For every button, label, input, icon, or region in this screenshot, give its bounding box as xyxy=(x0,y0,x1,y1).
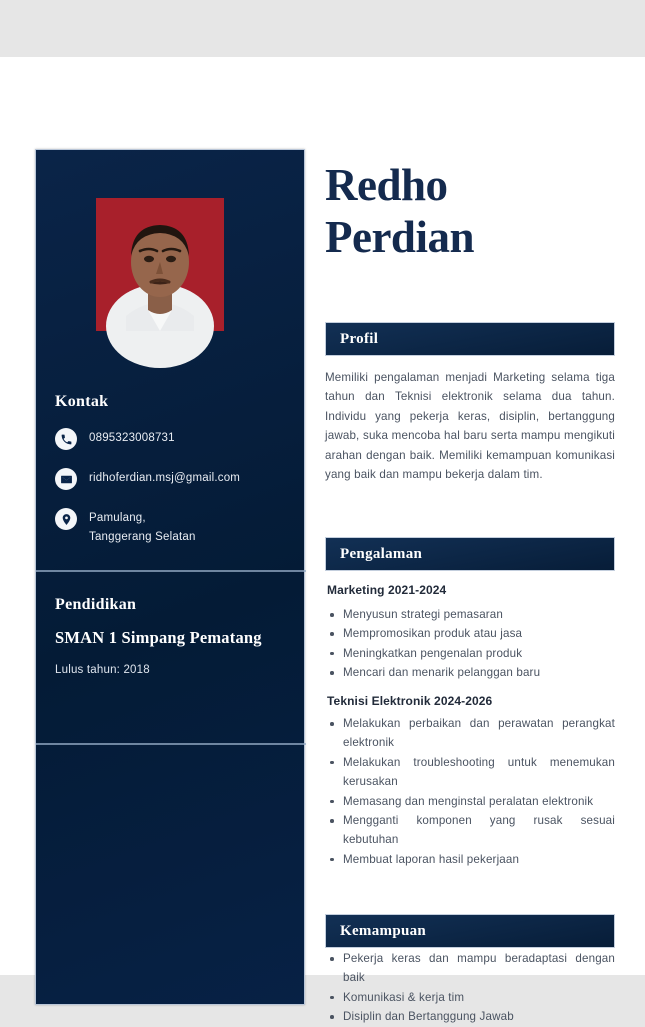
job-responsibilities-2 xyxy=(325,714,615,869)
list-item: Pekerja keras dan mampu beradaptasi dengan baik xyxy=(325,949,615,988)
list-item: Menyusun strategi pemasaran xyxy=(325,605,615,624)
contact-heading: Kontak xyxy=(55,393,109,410)
skills-list xyxy=(325,949,615,1027)
section-header-skills-label: Kemampuan xyxy=(340,922,427,939)
contact-location-value: Pamulang, Tanggerang Selatan xyxy=(89,512,196,543)
list-item: Melakukan troubleshooting untuk menemukan kerusakan xyxy=(325,753,615,792)
contact-item-location[interactable] xyxy=(55,507,295,547)
section-header-experience-label: Pengalaman xyxy=(340,545,423,562)
profile-photo xyxy=(96,198,224,331)
contact-email-value: ridhoferdian.msj@gmail.com xyxy=(89,472,241,484)
phone-icon xyxy=(55,428,77,450)
contact-list xyxy=(55,427,295,564)
list-item: Mengganti komponen yang rusak sesuai kebutuhan xyxy=(325,811,615,850)
viewer-top-margin xyxy=(0,0,645,57)
sidebar-divider-bottom xyxy=(36,743,306,745)
profile-photo-image xyxy=(96,198,224,331)
list-item: Melakukan perbaikan dan perawatan perangkat elektronik xyxy=(325,714,615,753)
profile-summary-text: Memiliki pengalaman menjadi Marketing selama tiga tahun dan Teknisi elektronik selama dua tahun. Individu yang pekerja keras, disiplin, bertanggung jawab, suka mencoba hal baru serta mampu mengikuti arahan dengan baik. Memiliki kemampuan komunikasi yang baik dan mampu bekerja dalam tim. xyxy=(325,371,615,482)
job-title-2: Teknisi Elektronik 2024-2026 xyxy=(327,694,493,708)
section-header-profile xyxy=(325,322,615,356)
contact-phone-value: 0895323008731 xyxy=(89,432,175,444)
list-item: Komunikasi & kerja tim xyxy=(325,988,615,1007)
education-graduation-year: Lulus tahun: 2018 xyxy=(55,664,150,676)
name-line-last: Perdian xyxy=(325,212,474,262)
list-item: Mempromosikan produk atau jasa xyxy=(325,624,615,643)
section-header-experience xyxy=(325,537,615,571)
sidebar-divider-top xyxy=(36,570,306,572)
name-line-first: Redho xyxy=(325,160,448,210)
section-header-profile-label: Profil xyxy=(340,330,379,347)
list-item: Meningkatkan pengenalan produk xyxy=(325,644,615,663)
contact-item-email[interactable] xyxy=(55,467,295,490)
list-item: Mencari dan menarik pelanggan baru xyxy=(325,663,615,682)
location-icon xyxy=(55,508,77,530)
resume-sidebar xyxy=(35,149,305,1005)
job-responsibilities-1 xyxy=(325,605,615,683)
education-heading: Pendidikan xyxy=(55,596,137,613)
job-title-1: Marketing 2021-2024 xyxy=(327,583,447,597)
list-item: Membuat laporan hasil pekerjaan xyxy=(325,850,615,869)
list-item: Memasang dan menginstal peralatan elektronik xyxy=(325,792,615,811)
email-icon xyxy=(55,468,77,490)
education-school-name: SMAN 1 Simpang Pematang xyxy=(55,628,262,647)
list-item: Disiplin dan Bertanggung Jawab xyxy=(325,1007,615,1026)
resume-page xyxy=(0,57,645,1024)
section-header-skills xyxy=(325,914,615,948)
contact-item-phone[interactable] xyxy=(55,427,295,450)
page-title xyxy=(325,159,615,263)
